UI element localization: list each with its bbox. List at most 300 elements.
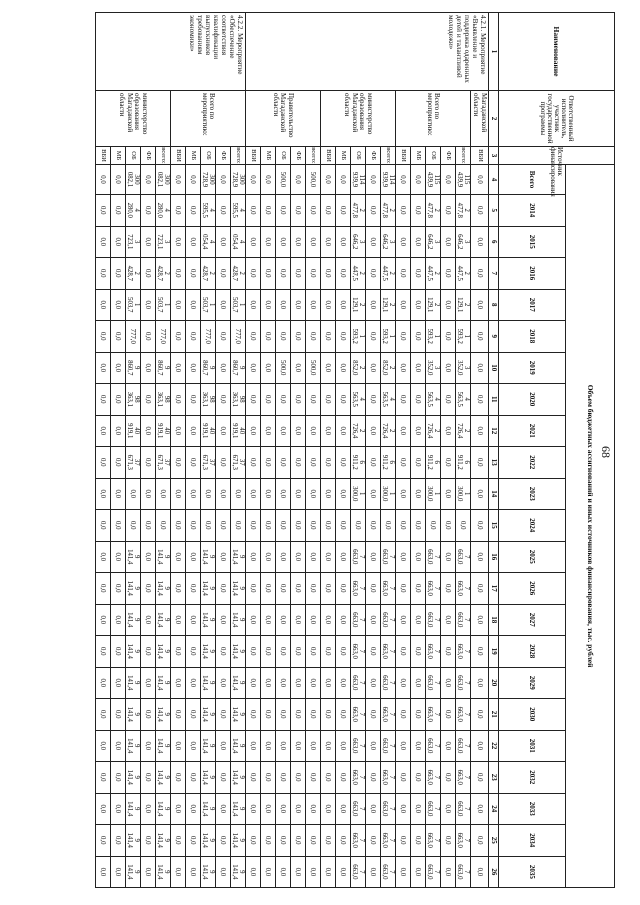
- value-cell: [215, 825, 230, 857]
- value-text: 0,0: [339, 175, 347, 184]
- value-text: 0,0: [264, 552, 272, 561]
- value-cell: [425, 604, 440, 636]
- value-text: 671,3: [155, 454, 163, 470]
- value-cell: [455, 352, 470, 384]
- value-cell: [155, 667, 170, 699]
- value-cell: [125, 447, 140, 479]
- value-text: 447,5: [425, 265, 433, 281]
- value-cell: [185, 573, 200, 605]
- value-cell: [245, 195, 260, 227]
- value-text: 0,0: [414, 395, 422, 404]
- value-cell: [125, 604, 140, 636]
- header-name: Наименование: [499, 13, 615, 91]
- column-number: 9: [489, 321, 499, 353]
- value-cell: [125, 825, 140, 857]
- value-text: 0,0: [414, 237, 422, 246]
- value-cell: [200, 289, 215, 321]
- value-cell: [125, 636, 140, 668]
- value-text: 0,0: [369, 521, 377, 530]
- value-cell: [185, 289, 200, 321]
- value-text: 852,0: [380, 360, 388, 376]
- value-cell: [335, 699, 350, 731]
- value-text: 0,0: [174, 395, 182, 404]
- value-cell: [155, 195, 170, 227]
- value-text: 0,0: [369, 867, 377, 877]
- value-text: 0,0: [144, 237, 152, 246]
- value-cell: [350, 730, 365, 762]
- header-executor: Ответственный исполнитель, участник государственной программы: [499, 91, 615, 147]
- value-text: 0,0: [249, 678, 257, 687]
- value-cell: [200, 415, 215, 447]
- value-cell: [230, 825, 245, 857]
- value-text: 0,0: [249, 741, 257, 750]
- column-number: 24: [489, 793, 499, 825]
- value-cell: [425, 478, 440, 510]
- rotated-sheet: [30, 12, 615, 887]
- value-cell: [350, 352, 365, 384]
- value-cell: [290, 384, 305, 416]
- value-text: 0,0: [114, 206, 122, 215]
- column-number: 17: [489, 573, 499, 605]
- value-cell: [95, 289, 110, 321]
- value-text: 4: [207, 240, 215, 244]
- value-text: 9: [207, 618, 215, 622]
- value-cell: [140, 510, 155, 542]
- value-cell: [260, 478, 275, 510]
- value-cell: [170, 510, 185, 542]
- value-text: 0,0: [444, 521, 452, 530]
- value-cell: [230, 636, 245, 668]
- value-cell: [290, 636, 305, 668]
- value-text: 0,0: [339, 332, 347, 341]
- value-cell: [395, 226, 410, 258]
- value-text: 0,0: [475, 552, 483, 561]
- value-text: 0,0: [219, 521, 227, 530]
- value-text: 0,0: [219, 710, 227, 719]
- value-cell: [410, 321, 425, 353]
- value-cell: [470, 510, 488, 542]
- value-text: 0,0: [414, 206, 422, 215]
- value-cell: [125, 258, 140, 290]
- value-cell: [275, 415, 290, 447]
- value-cell: [380, 289, 395, 321]
- value-text: 0,0: [369, 678, 377, 687]
- value-text: 0,0: [294, 804, 302, 813]
- value-cell: [290, 415, 305, 447]
- value-cell: [155, 289, 170, 321]
- value-text: 0,0: [249, 300, 257, 309]
- value-cell: [125, 510, 140, 542]
- value-cell: [320, 636, 335, 668]
- value-text: 0,0: [444, 804, 452, 813]
- value-text: 0,0: [309, 773, 317, 782]
- value-text: 0,0: [294, 678, 302, 687]
- value-text: 0,0: [144, 867, 152, 877]
- value-text: 0,0: [369, 710, 377, 719]
- value-cell: [125, 165, 140, 195]
- value-text: 0,0: [294, 426, 302, 435]
- value-text: 663,0: [380, 580, 388, 596]
- value-cell: [395, 384, 410, 416]
- value-cell: [230, 289, 245, 321]
- value-cell: [110, 825, 125, 857]
- value-cell: [110, 415, 125, 447]
- value-text: 0,0: [475, 175, 483, 184]
- value-text: 593,2: [350, 328, 358, 344]
- value-cell: [350, 856, 365, 888]
- value-cell: [155, 573, 170, 605]
- value-text: 7: [387, 555, 395, 559]
- value-cell: [470, 730, 488, 762]
- value-cell: [170, 352, 185, 384]
- value-cell: [110, 321, 125, 353]
- value-text: 9: [207, 586, 215, 590]
- value-text: 0,0: [264, 395, 272, 404]
- value-text: 0,0: [444, 741, 452, 750]
- value-cell: [380, 730, 395, 762]
- value-text: 0,0: [339, 300, 347, 309]
- value-text: 0,0: [339, 363, 347, 372]
- value-cell: [425, 258, 440, 290]
- value-text: 40: [162, 427, 170, 435]
- value-text: 7: [432, 775, 440, 779]
- value-text: 0,0: [475, 584, 483, 593]
- value-text: 0,0: [294, 867, 302, 877]
- value-text: 0,0: [189, 678, 197, 687]
- value-text: 9: [132, 744, 140, 748]
- column-number: 2: [489, 91, 499, 147]
- value-cell: [125, 856, 140, 888]
- value-text: 7: [357, 838, 365, 842]
- value-text: 500,0: [279, 360, 287, 376]
- value-cell: [275, 321, 290, 353]
- value-cell: [455, 384, 470, 416]
- value-text: 0,0: [369, 615, 377, 624]
- value-text: 363,1: [125, 391, 133, 407]
- value-text: 500,0: [309, 171, 317, 188]
- value-text: 1: [162, 303, 170, 307]
- value-text: 2: [387, 366, 395, 370]
- value-text: 663,0: [455, 738, 463, 754]
- value-cell: [425, 636, 440, 668]
- value-text: 141,4: [200, 580, 208, 596]
- value-cell: [170, 825, 185, 857]
- value-text: 503,7: [200, 297, 208, 313]
- value-text: 0,0: [369, 552, 377, 561]
- value-cell: [245, 447, 260, 479]
- value-cell: [380, 793, 395, 825]
- value-text: 0,0: [264, 615, 272, 624]
- value-text: 0,0: [279, 489, 287, 498]
- value-cell: [320, 699, 335, 731]
- value-cell: [245, 384, 260, 416]
- value-text: 2: [357, 429, 365, 433]
- value-text: 919,1: [155, 423, 163, 439]
- value-cell: [320, 510, 335, 542]
- value-text: 0,0: [399, 710, 407, 719]
- value-cell: [440, 447, 455, 479]
- value-cell: [230, 195, 245, 227]
- value-text: 503,7: [125, 297, 133, 313]
- value-text: 0,0: [249, 458, 257, 467]
- header-year: 2025: [499, 541, 566, 573]
- value-text: 7: [387, 870, 395, 874]
- value-cell: [245, 258, 260, 290]
- value-cell: [410, 258, 425, 290]
- value-cell: [95, 447, 110, 479]
- value-text: 141,4: [155, 580, 163, 596]
- value-text: 0,0: [189, 395, 197, 404]
- value-text: 0,0: [144, 363, 152, 372]
- value-text: 7: [357, 775, 365, 779]
- value-cell: [245, 793, 260, 825]
- value-cell: [230, 762, 245, 794]
- value-text: 0,0: [369, 363, 377, 372]
- value-text: 447,5: [380, 265, 388, 281]
- value-text: 646,2: [455, 234, 463, 250]
- value-text: 646,2: [425, 234, 433, 250]
- value-text: 2: [387, 271, 395, 275]
- executor-cell: Всего по мероприятию:: [395, 91, 470, 147]
- value-cell: [185, 636, 200, 668]
- value-cell: [170, 573, 185, 605]
- value-cell: [455, 573, 470, 605]
- value-cell: [425, 510, 440, 542]
- value-text: 0,0: [114, 836, 122, 845]
- value-cell: [350, 289, 365, 321]
- header-year: 2023: [499, 478, 566, 510]
- value-text: 280,0: [155, 202, 163, 218]
- value-cell: [245, 289, 260, 321]
- value-text: 0,0: [399, 615, 407, 624]
- value-text: 0,0: [414, 867, 422, 877]
- value-text: 0,0: [249, 332, 257, 341]
- value-cell: [455, 793, 470, 825]
- value-text: 939,9: [350, 171, 358, 188]
- source-cell: ОБ: [350, 147, 365, 165]
- value-cell: [380, 195, 395, 227]
- value-text: 141,4: [125, 675, 133, 691]
- value-text: 0,0: [114, 237, 122, 246]
- value-cell: [320, 289, 335, 321]
- value-cell: [365, 730, 380, 762]
- source-cell: МБ: [110, 147, 125, 165]
- source-cell: ОБ: [275, 147, 290, 165]
- value-text: 0,0: [339, 710, 347, 719]
- value-text: 0,0: [369, 741, 377, 750]
- value-text: 0,0: [174, 710, 182, 719]
- value-cell: [380, 541, 395, 573]
- value-cell: [440, 415, 455, 447]
- value-cell: [335, 226, 350, 258]
- header-year: 2034: [499, 825, 566, 857]
- value-cell: [305, 730, 320, 762]
- value-text: 0,0: [249, 552, 257, 561]
- value-text: 9: [237, 586, 245, 590]
- value-cell: [320, 258, 335, 290]
- value-text: 663,0: [425, 580, 433, 596]
- value-text: 4: [207, 208, 215, 212]
- value-cell: [455, 856, 470, 888]
- value-text: 0,0: [249, 395, 257, 404]
- value-text: 0,0: [204, 489, 212, 498]
- value-cell: [125, 730, 140, 762]
- value-cell: [440, 762, 455, 794]
- value-cell: [275, 478, 290, 510]
- value-text: 4: [132, 208, 140, 212]
- value-text: 0,0: [174, 237, 182, 246]
- value-cell: [185, 321, 200, 353]
- value-text: 7: [432, 649, 440, 653]
- value-text: 9: [162, 586, 170, 590]
- value-cell: [440, 352, 455, 384]
- value-text: 141,4: [125, 769, 133, 785]
- value-text: 7: [432, 618, 440, 622]
- value-text: 0,0: [324, 395, 332, 404]
- value-text: 0,0: [174, 521, 182, 530]
- value-cell: [230, 415, 245, 447]
- value-text: 728,9: [230, 171, 238, 188]
- value-text: 0,0: [399, 426, 407, 435]
- value-cell: [155, 415, 170, 447]
- value-cell: [470, 604, 488, 636]
- value-cell: [350, 636, 365, 668]
- value-text: 0,0: [279, 269, 287, 278]
- value-cell: [95, 321, 110, 353]
- value-cell: [110, 856, 125, 888]
- value-text: 663,0: [455, 612, 463, 628]
- value-text: 0,0: [294, 741, 302, 750]
- value-text: 911,2: [350, 454, 358, 470]
- value-cell: [260, 352, 275, 384]
- value-cell: [335, 667, 350, 699]
- value-text: 0,0: [144, 489, 152, 498]
- value-text: 115: [432, 174, 440, 185]
- column-number: 10: [489, 352, 499, 384]
- value-cell: [425, 856, 440, 888]
- value-text: 9: [207, 807, 215, 811]
- value-cell: [230, 478, 245, 510]
- value-text: 141,4: [230, 549, 238, 565]
- value-cell: [95, 226, 110, 258]
- value-text: 141,4: [125, 832, 133, 848]
- value-text: 0,0: [444, 206, 452, 215]
- value-cell: [215, 573, 230, 605]
- value-cell: [290, 321, 305, 353]
- value-cell: [125, 415, 140, 447]
- value-text: 0,0: [114, 458, 122, 467]
- header-year: 2019: [499, 352, 566, 384]
- value-cell: [305, 321, 320, 353]
- value-cell: [260, 604, 275, 636]
- header-year: 2014: [499, 195, 566, 227]
- value-text: 0,0: [189, 206, 197, 215]
- value-text: 0,0: [144, 269, 152, 278]
- value-text: 860,7: [200, 360, 208, 376]
- value-cell: [425, 447, 440, 479]
- value-text: 663,0: [425, 769, 433, 785]
- value-text: 141,4: [200, 832, 208, 848]
- value-cell: [365, 321, 380, 353]
- header-year: 2024: [499, 510, 566, 542]
- value-cell: [350, 258, 365, 290]
- value-text: 98: [207, 395, 215, 403]
- value-text: 0,0: [264, 584, 272, 593]
- value-cell: [155, 510, 170, 542]
- value-text: 0,0: [475, 836, 483, 845]
- value-text: 0,0: [475, 521, 483, 530]
- value-text: 2: [462, 208, 470, 212]
- value-text: 0,0: [444, 458, 452, 467]
- value-cell: [455, 604, 470, 636]
- value-cell: [125, 541, 140, 573]
- value-cell: [290, 604, 305, 636]
- value-text: 0,0: [249, 804, 257, 813]
- value-cell: [335, 541, 350, 573]
- source-cell: ВБИ: [395, 147, 410, 165]
- value-cell: [440, 384, 455, 416]
- value-cell: [155, 384, 170, 416]
- value-cell: [215, 762, 230, 794]
- value-text: 0,0: [339, 269, 347, 278]
- value-cell: [305, 195, 320, 227]
- value-cell: [185, 384, 200, 416]
- value-text: 9: [207, 870, 215, 874]
- value-cell: [335, 604, 350, 636]
- value-text: 563,5: [425, 391, 433, 407]
- value-cell: [425, 384, 440, 416]
- value-text: 0,0: [249, 867, 257, 877]
- value-text: 0,0: [324, 836, 332, 845]
- value-cell: [350, 321, 365, 353]
- value-cell: [470, 573, 488, 605]
- value-text: 439,9: [425, 171, 433, 188]
- value-text: 477,8: [380, 202, 388, 218]
- value-text: 0,0: [339, 206, 347, 215]
- value-text: 0,0: [399, 395, 407, 404]
- value-text: 7: [387, 838, 395, 842]
- value-text: 0,0: [324, 426, 332, 435]
- value-text: 0,0: [249, 489, 257, 498]
- value-cell: [335, 289, 350, 321]
- value-text: 0,0: [264, 300, 272, 309]
- header-year: 2026: [499, 573, 566, 605]
- value-text: 593,2: [380, 328, 388, 344]
- value-text: 0,0: [114, 552, 122, 561]
- value-text: 7: [432, 807, 440, 811]
- value-cell: [365, 352, 380, 384]
- value-cell: [140, 289, 155, 321]
- value-cell: [410, 636, 425, 668]
- value-text: 663,0: [455, 643, 463, 659]
- value-cell: [245, 226, 260, 258]
- value-text: 0,0: [249, 773, 257, 782]
- value-text: 0,0: [414, 804, 422, 813]
- value-cell: [350, 793, 365, 825]
- value-cell: [155, 352, 170, 384]
- value-text: 1: [357, 492, 365, 496]
- value-cell: [140, 573, 155, 605]
- value-text: 141,4: [230, 769, 238, 785]
- value-cell: [395, 447, 410, 479]
- value-text: 0,0: [294, 836, 302, 845]
- value-cell: [380, 447, 395, 479]
- value-cell: [215, 165, 230, 195]
- value-text: 477,8: [455, 202, 463, 218]
- value-text: 0,0: [99, 489, 107, 498]
- value-cell: [260, 541, 275, 573]
- value-text: 0,0: [219, 237, 227, 246]
